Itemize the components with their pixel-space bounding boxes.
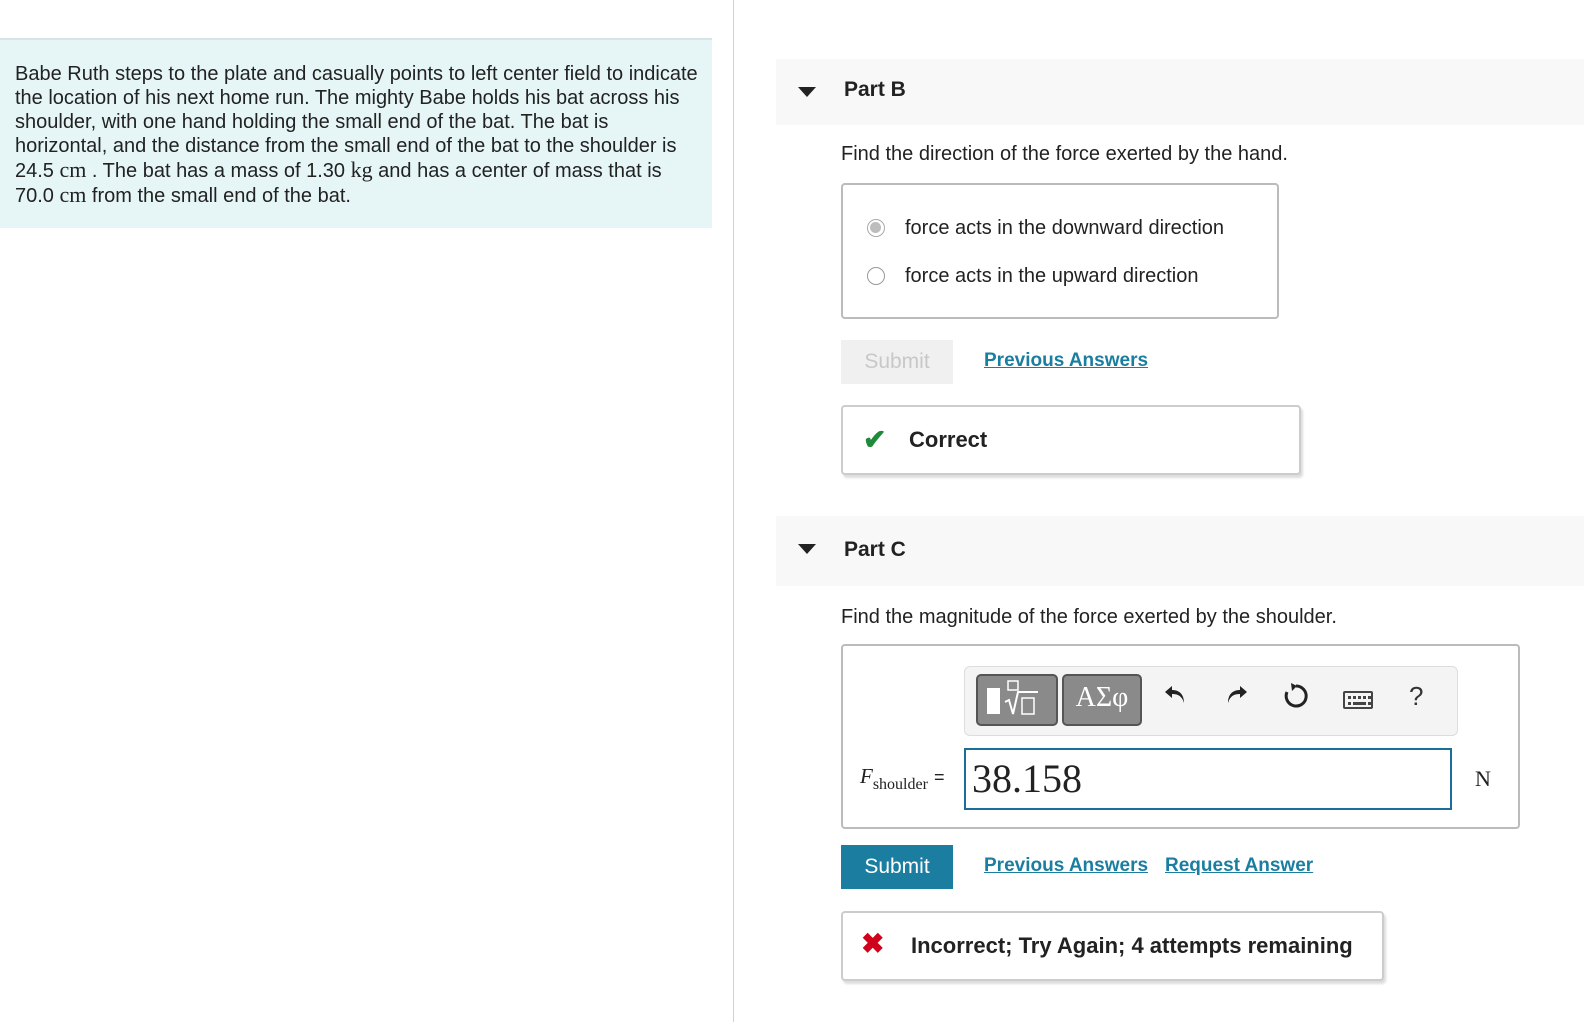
answer-input[interactable]: 38.158 [964,748,1452,810]
part-b-submit-button[interactable]: Submit [841,340,953,384]
option-downward[interactable] [867,215,1267,245]
problem-statement [0,38,712,228]
part-c-previous-answers-link[interactable]: Previous Answers [984,855,1149,876]
caret-down-icon[interactable] [798,544,816,554]
option-upward[interactable] [867,263,1267,293]
variable-label [860,764,945,793]
variable-name: F [860,764,873,788]
request-answer-link[interactable]: Request Answer [1165,855,1314,876]
templates-button[interactable] [976,674,1058,726]
greek-symbols-button[interactable]: ΑΣφ [1062,674,1142,726]
part-b-title: Part B [844,78,906,101]
part-b-prompt: Find the direction of the force exerted by the hand. [841,143,1288,165]
option-label: force acts in the upward direction [905,265,1199,287]
variable-subscript: shoulder [872,776,928,793]
problem-text-part: Babe Ruth steps to the plate and casually points to left center field to indicate the location of his next home run. The mighty Babe holds his bat across his shoulder, with one hand holding the small end of the bat. The bat is horizontal, and the distance from the small end of the bat to the shoulder is 24.5 [15,63,698,182]
unit-label: kg [350,157,373,182]
option-label: force acts in the downward direction [905,217,1225,239]
problem-text-part: from the small end of the bat. [86,185,351,207]
square-root-template-icon [978,676,1056,724]
problem-text-part: . The bat has a mass of 1.30 [86,160,351,182]
feedback-text: Correct [909,427,988,452]
part-b-options [841,183,1279,319]
unit-label: N [1475,766,1491,791]
feedback-text: Incorrect; Try Again; 4 attempts remaining [911,933,1353,958]
part-b-previous-answers-link[interactable]: Previous Answers [984,350,1149,371]
pane-divider [733,0,734,1022]
part-c-prompt: Find the magnitude of the force exerted by the shoulder. [841,606,1337,628]
part-b-feedback [841,405,1301,475]
keyboard-icon[interactable] [1343,691,1373,709]
problem-text-part: and has a center of mass that is 70.0 [15,160,662,207]
unit-label: cm [59,182,87,207]
part-c-feedback [841,911,1384,981]
radio-button-selected[interactable] [867,219,885,237]
undo-icon[interactable] [1163,681,1189,715]
reset-icon[interactable] [1281,681,1311,719]
help-button[interactable]: ? [1409,681,1424,711]
redo-icon[interactable] [1223,681,1249,715]
answer-box [841,644,1520,829]
checkmark-icon: ✔ [863,424,887,455]
caret-down-icon[interactable] [798,87,816,97]
radio-button[interactable] [867,267,885,285]
problem-text [15,62,705,208]
part-c-title: Part C [844,538,906,561]
equals-sign: = [933,767,945,787]
error-x-icon: ✖ [861,928,885,959]
part-b-header[interactable] [776,59,1584,125]
part-c-header[interactable] [776,516,1584,586]
part-c-submit-button[interactable]: Submit [841,845,953,889]
unit-label: cm [59,157,87,182]
math-toolbar [964,666,1458,736]
